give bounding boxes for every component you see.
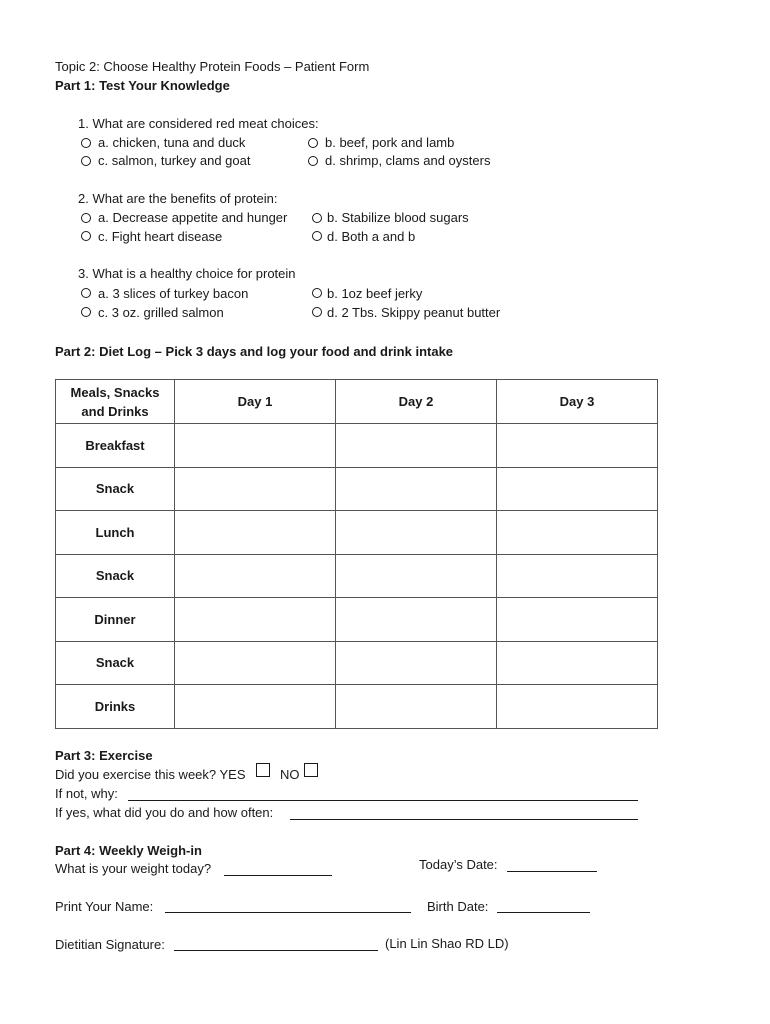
row-label-dinner: Dinner — [56, 598, 175, 642]
breakfast-day-2-cell[interactable] — [336, 424, 497, 468]
row-label-snack-1: Snack — [56, 467, 175, 511]
birth-date-input-line[interactable] — [497, 912, 590, 913]
table-row — [56, 685, 658, 729]
todays-date-label: Today’s Date: — [419, 857, 498, 872]
q2-option-d-label: d. Both a and b — [327, 229, 416, 244]
lunch-day-3-cell[interactable] — [497, 511, 658, 555]
signature-input-line[interactable] — [174, 950, 378, 951]
snack1-day-1-cell[interactable] — [175, 467, 336, 511]
snack2-day-2-cell[interactable] — [336, 554, 497, 598]
table-row — [56, 554, 658, 598]
exercise-question: Did you exercise this week? YES — [55, 767, 246, 782]
q1-option-b-radio[interactable] — [308, 138, 318, 148]
q3-option-c-radio[interactable] — [81, 307, 91, 317]
if-not-label: If not, why: — [55, 786, 118, 801]
row-label-snack-2: Snack — [56, 554, 175, 598]
q1-option-d-label: d. shrimp, clams and oysters — [325, 153, 491, 168]
snack2-day-1-cell[interactable] — [175, 554, 336, 598]
table-row — [56, 511, 658, 555]
dietitian-name: (Lin Lin Shao RD LD) — [385, 936, 509, 951]
drinks-day-3-cell[interactable] — [497, 685, 658, 729]
q1-option-c-radio[interactable] — [81, 156, 91, 166]
q1-option-b-label: b. beef, pork and lamb — [325, 135, 455, 150]
q1-option-c-label: c. salmon, turkey and goat — [98, 153, 251, 168]
signature-label: Dietitian Signature: — [55, 937, 165, 952]
if-yes-label: If yes, what did you do and how often: — [55, 805, 274, 820]
row-label-lunch: Lunch — [56, 511, 175, 555]
part2-heading: Part 2: Diet Log – Pick 3 days and log your food and drink intake — [55, 344, 454, 359]
table-row — [56, 424, 658, 468]
q3-option-d-label: d. 2 Tbs. Skippy peanut butter — [327, 305, 501, 320]
q2-option-b-radio[interactable] — [312, 213, 322, 223]
if-yes-input-line[interactable] — [290, 819, 638, 820]
dinner-day-3-cell[interactable] — [497, 598, 658, 642]
q2-option-a-radio[interactable] — [81, 213, 91, 223]
q2-option-c-label: c. Fight heart disease — [98, 229, 223, 244]
table-row — [56, 467, 658, 511]
part4-heading: Part 4: Weekly Weigh-in — [55, 843, 202, 858]
question-1-text: 1. What are considered red meat choices: — [78, 116, 319, 131]
table-row — [56, 598, 658, 642]
q3-option-b-radio[interactable] — [312, 288, 322, 298]
question-2-text: 2. What are the benefits of protein: — [78, 191, 278, 206]
q3-option-a-label: a. 3 slices of turkey bacon — [98, 286, 249, 301]
q1-option-d-radio[interactable] — [308, 156, 318, 166]
q2-option-a-label: a. Decrease appetite and hunger — [98, 210, 288, 225]
print-name-label: Print Your Name: — [55, 899, 154, 914]
diet-log-header-row — [56, 380, 658, 424]
row-label-snack-3: Snack — [56, 641, 175, 685]
q2-option-b-label: b. Stabilize blood sugars — [327, 210, 469, 225]
weight-label: What is your weight today? — [55, 861, 212, 876]
table-row — [56, 641, 658, 685]
no-checkbox[interactable] — [304, 763, 318, 777]
q3-option-d-radio[interactable] — [312, 307, 322, 317]
q1-option-a-label: a. chicken, tuna and duck — [98, 135, 246, 150]
snack3-day-2-cell[interactable] — [336, 641, 497, 685]
weight-input-line[interactable] — [224, 875, 332, 876]
q3-option-b-label: b. 1oz beef jerky — [327, 286, 423, 301]
col-header-day-1: Day 1 — [175, 380, 336, 424]
row-label-breakfast: Breakfast — [56, 424, 175, 468]
snack1-day-2-cell[interactable] — [336, 467, 497, 511]
form-title: Topic 2: Choose Healthy Protein Foods – Patient Form — [55, 59, 370, 74]
part1-heading: Part 1: Test Your Knowledge — [55, 78, 230, 93]
lunch-day-2-cell[interactable] — [336, 511, 497, 555]
breakfast-day-3-cell[interactable] — [497, 424, 658, 468]
q2-option-c-radio[interactable] — [81, 231, 91, 241]
col-header-day-3: Day 3 — [497, 380, 658, 424]
breakfast-day-1-cell[interactable] — [175, 424, 336, 468]
lunch-day-1-cell[interactable] — [175, 511, 336, 555]
row-label-drinks: Drinks — [56, 685, 175, 729]
todays-date-input-line[interactable] — [507, 871, 597, 872]
drinks-day-2-cell[interactable] — [336, 685, 497, 729]
snack2-day-3-cell[interactable] — [497, 554, 658, 598]
snack3-day-1-cell[interactable] — [175, 641, 336, 685]
col-header-day-2: Day 2 — [336, 380, 497, 424]
if-not-input-line[interactable] — [128, 800, 638, 801]
part3-heading: Part 3: Exercise — [55, 748, 153, 763]
birth-date-label: Birth Date: — [427, 899, 489, 914]
q1-option-a-radio[interactable] — [81, 138, 91, 148]
q3-option-c-label: c. 3 oz. grilled salmon — [98, 305, 224, 320]
snack3-day-3-cell[interactable] — [497, 641, 658, 685]
no-label: NO — [280, 767, 300, 782]
snack1-day-3-cell[interactable] — [497, 467, 658, 511]
question-3-text: 3. What is a healthy choice for protein — [78, 266, 296, 281]
yes-checkbox[interactable] — [256, 763, 270, 777]
print-name-input-line[interactable] — [165, 912, 411, 913]
dinner-day-2-cell[interactable] — [336, 598, 497, 642]
drinks-day-1-cell[interactable] — [175, 685, 336, 729]
q3-option-a-radio[interactable] — [81, 288, 91, 298]
col-header-meals: Meals, Snacks and Drinks — [56, 380, 175, 424]
dinner-day-1-cell[interactable] — [175, 598, 336, 642]
diet-log-table — [55, 379, 658, 729]
q2-option-d-radio[interactable] — [312, 231, 322, 241]
